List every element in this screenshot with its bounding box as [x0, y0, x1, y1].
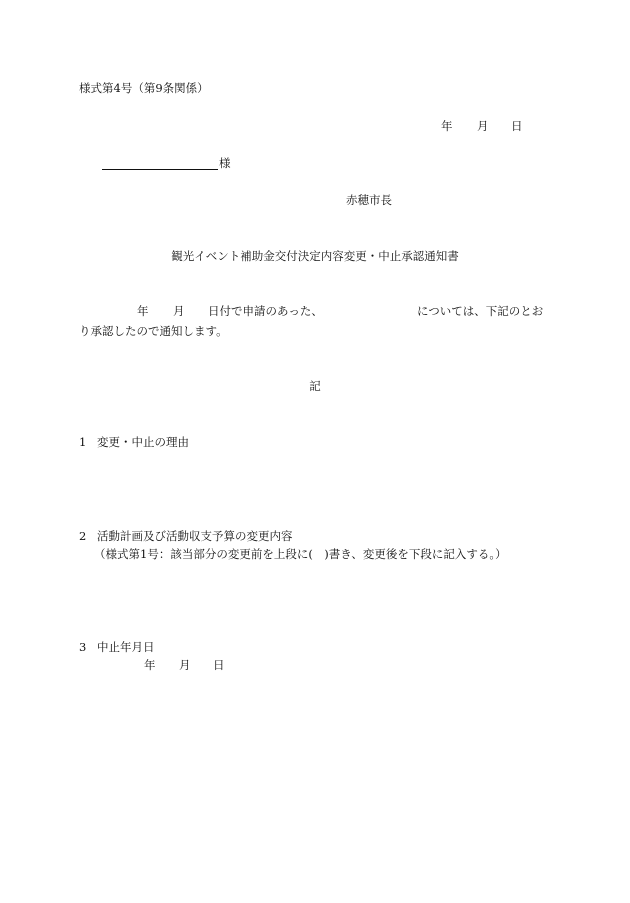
item-2-note: （様式第1号：該当部分の変更前を上段に( )書き、変更後を下段に記入する。）	[94, 547, 507, 561]
stop-date-year-label: 年	[144, 658, 156, 672]
item-1-label: 変更・中止の理由	[97, 435, 189, 449]
body-month-label: 月	[173, 304, 185, 318]
body-line2: り承認したので通知します。	[79, 324, 228, 338]
date-year-label: 年	[441, 119, 453, 133]
addressee-underline	[102, 169, 218, 170]
body-continuation: については、下記のとお	[417, 304, 544, 318]
stop-date-day-label: 日	[213, 658, 225, 672]
date-month-label: 月	[477, 119, 489, 133]
form-number-label: 様式第4号（第9条関係）	[79, 81, 209, 95]
date-day-label: 日	[511, 119, 523, 133]
item-3-label: 中止年月日	[97, 640, 155, 654]
body-day-text: 日付で申請のあった、	[208, 304, 323, 318]
issuer-name: 赤穂市長	[346, 193, 392, 207]
ki-heading: 記	[309, 379, 321, 393]
body-year-label: 年	[137, 304, 149, 318]
stop-date-month-label: 月	[179, 658, 191, 672]
item-1-number: 1	[79, 435, 87, 449]
addressee-suffix: 様	[219, 156, 231, 170]
document-title: 観光イベント補助金交付決定内容変更・中止承認通知書	[171, 249, 459, 263]
item-3-number: 3	[79, 640, 87, 654]
item-2-number: 2	[79, 529, 87, 543]
item-2-label: 活動計画及び活動収支予算の変更内容	[97, 529, 293, 543]
